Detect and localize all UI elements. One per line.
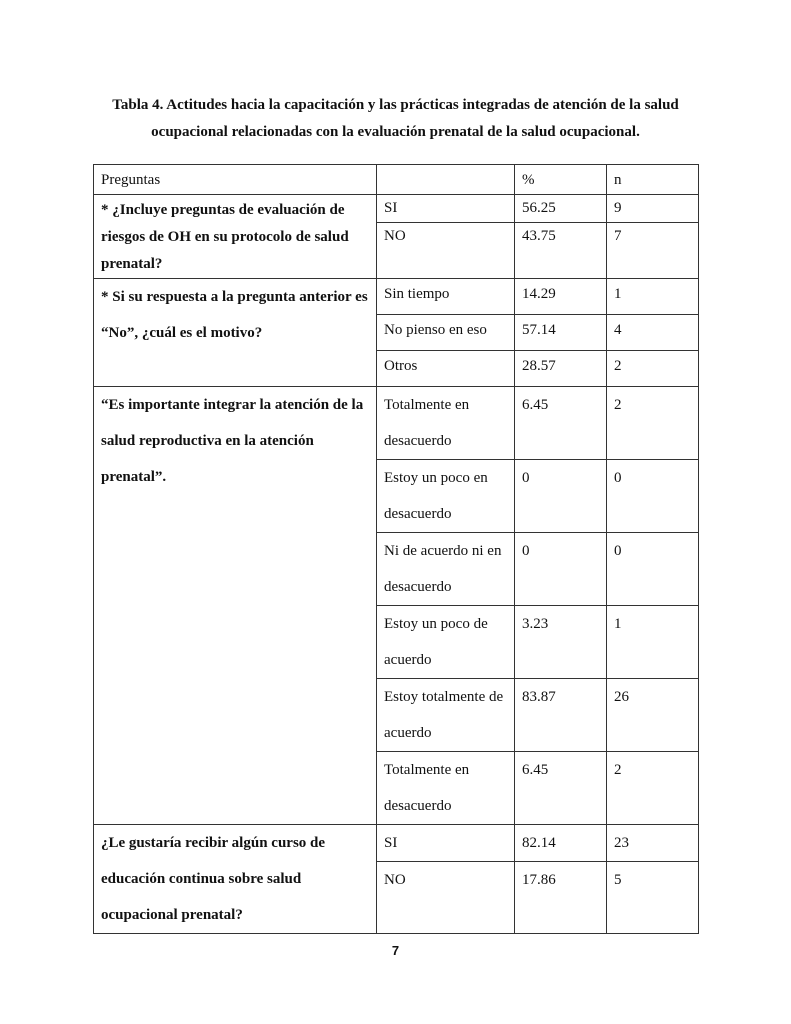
option-cell: Estoy totalmente de acuerdo [377,679,515,752]
header-cell-option [377,165,515,195]
table-row [94,279,699,315]
percent-cell: 57.14 [515,315,607,351]
percent-cell: 56.25 [515,195,607,223]
percent-cell: 43.75 [515,223,607,279]
option-cell: Estoy un poco en desacuerdo [377,460,515,533]
percent-cell: 82.14 [515,825,607,862]
count-cell: 9 [607,195,699,223]
count-cell: 2 [607,387,699,460]
percent-cell: 0 [515,533,607,606]
question-cell: ¿Le gustaría recibir algún curso de educación continua sobre salud ocupacional prenatal? [94,825,377,934]
option-cell: SI [377,825,515,862]
survey-table [93,164,699,934]
question-cell: * ¿Incluye preguntas de evaluación de riesgos de OH en su protocolo de salud prenatal? [94,195,377,279]
count-cell: 23 [607,825,699,862]
count-cell: 2 [607,752,699,825]
count-cell: 1 [607,279,699,315]
count-cell: 1 [607,606,699,679]
caption-line-2: ocupacional relacionadas con la evaluación prenatal de la salud ocupacional. [151,124,640,140]
table-row [94,387,699,460]
table-caption [60,92,731,146]
header-cell-question: Preguntas [94,165,377,195]
option-cell: No pienso en eso [377,315,515,351]
percent-cell: 28.57 [515,351,607,387]
option-cell: NO [377,223,515,279]
table-header-row [94,165,699,195]
count-cell: 4 [607,315,699,351]
percent-cell: 14.29 [515,279,607,315]
percent-cell: 6.45 [515,752,607,825]
question-cell: * Si su respuesta a la pregunta anterior es “No”, ¿cuál es el motivo? [94,279,377,387]
count-cell: 7 [607,223,699,279]
option-cell: Totalmente en desacuerdo [377,387,515,460]
percent-cell: 83.87 [515,679,607,752]
option-cell: Totalmente en desacuerdo [377,752,515,825]
option-cell: Otros [377,351,515,387]
option-cell: Estoy un poco de acuerdo [377,606,515,679]
option-cell: SI [377,195,515,223]
option-cell: NO [377,862,515,934]
count-cell: 2 [607,351,699,387]
page-number: 7 [391,943,400,958]
percent-cell: 3.23 [515,606,607,679]
option-cell: Ni de acuerdo ni en desacuerdo [377,533,515,606]
header-cell-count: n [607,165,699,195]
count-cell: 0 [607,533,699,606]
count-cell: 26 [607,679,699,752]
count-cell: 0 [607,460,699,533]
table-row [94,825,699,862]
count-cell: 5 [607,862,699,934]
option-cell: Sin tiempo [377,279,515,315]
percent-cell: 6.45 [515,387,607,460]
percent-cell: 0 [515,460,607,533]
table-row [94,195,699,223]
percent-cell: 17.86 [515,862,607,934]
question-cell: “Es importante integrar la atención de la salud reproductiva en la atención prenatal”. [94,387,377,825]
caption-line-1: Tabla 4. Actitudes hacia la capacitación y las prácticas integradas de atención de la salud [112,97,679,113]
header-cell-percent: % [515,165,607,195]
